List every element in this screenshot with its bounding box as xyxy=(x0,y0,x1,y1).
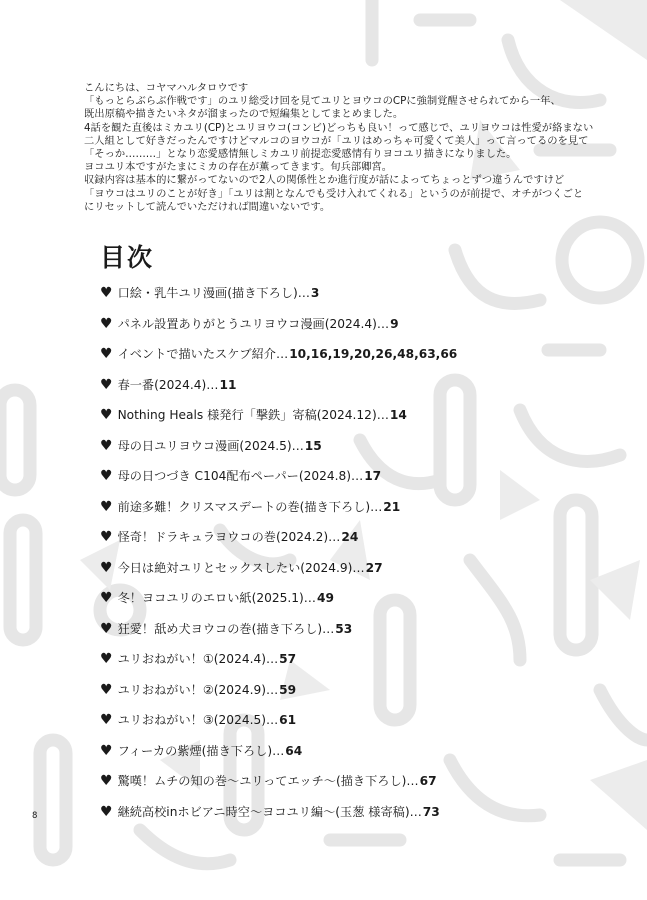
heart-icon: ♥ xyxy=(100,742,113,759)
toc-item xyxy=(100,713,457,744)
toc-item xyxy=(100,561,457,592)
toc-list xyxy=(100,286,457,835)
toc-item-title: 母の日つづき C104配布ペーパー(2024.8)… xyxy=(117,469,364,483)
toc-item-title: 母の日ユリヨウコ漫画(2024.5)… xyxy=(117,438,304,453)
toc-item xyxy=(100,530,457,561)
heart-icon: ♥ xyxy=(100,803,113,820)
toc-item-page: 73 xyxy=(422,804,440,819)
toc-item-title: 今日は絶対ユリとセックスしたい(2024.9)… xyxy=(117,560,365,575)
page-number: 8 xyxy=(32,811,38,821)
heart-icon: ♥ xyxy=(100,529,113,545)
toc-title: 目次 xyxy=(100,243,155,272)
intro-line: ヨコユリ本ですがたまにミカの存在が薫ってきます。旬兵部卿宮。 xyxy=(84,161,393,174)
toc-item xyxy=(100,378,457,409)
heart-icon: ♥ xyxy=(100,559,113,576)
heart-icon: ♥ xyxy=(100,376,113,393)
toc-item-page: 57 xyxy=(279,652,297,666)
heart-icon: ♥ xyxy=(100,590,113,606)
toc-item xyxy=(100,469,457,500)
toc-item-title: ユリおねがい！②(2024.9)… xyxy=(117,682,279,697)
intro-text xyxy=(84,82,594,214)
toc-item xyxy=(100,805,457,836)
toc-item xyxy=(100,652,457,683)
heart-icon: ♥ xyxy=(100,620,113,637)
heart-icon: ♥ xyxy=(100,407,113,423)
toc-item-page: 67 xyxy=(419,774,437,788)
toc-item-page: 14 xyxy=(389,408,407,422)
intro-line: 「もっとらぶらぶ作戦です」のユリ総受け回を見てユリとヨウコのCPに強制覚醒させられてから一年、 xyxy=(84,95,561,108)
toc-item-title: フィーカの紫煙(描き下ろし)… xyxy=(117,743,285,758)
toc-item xyxy=(100,408,457,439)
heart-icon: ♥ xyxy=(100,315,113,332)
toc-item-title: 前途多難！クリスマスデートの巻(描き下ろし)… xyxy=(117,499,383,514)
intro-line: 収録内容は基本的に繋がってないので2人の関係性とか進行度が話によってちょっとずつ違うんですけど xyxy=(84,174,565,187)
toc-item-title: 春一番(2024.4)… xyxy=(117,377,219,392)
toc-item-title: 驚嘆！ムチの知の巻～ユリってエッチ～(描き下ろし)… xyxy=(117,774,419,788)
toc-item-page: 17 xyxy=(364,469,382,483)
toc-item-page: 61 xyxy=(279,713,297,727)
toc-item xyxy=(100,439,457,470)
toc-item-page: 53 xyxy=(335,621,353,636)
toc-item xyxy=(100,317,457,348)
toc-item xyxy=(100,744,457,775)
toc-item xyxy=(100,774,457,805)
toc-item xyxy=(100,683,457,714)
toc-item-title: パネル設置ありがとうユリヨウコ漫画(2024.4)… xyxy=(117,316,390,331)
toc-item-title: Nothing Heals 様発行「撃鉄」寄稿(2024.12)… xyxy=(117,408,389,422)
intro-line: こんにちは、コヤマハルタロウです xyxy=(84,82,249,94)
intro-line: 二人組として好きだったんですけどマルコのヨウコが「ユリはめっちゃ可愛くて美人」って言ってるのを見て xyxy=(84,134,589,147)
intro-line: 「そっか………」となり恋愛感情無しミカユリ前提恋愛感情有りヨコユリ描きになりました。 xyxy=(84,148,517,161)
intro-line: 4話を観た直後はミカユリ(CP)とユリヨウコ(コンビ)どっちも良い！って感じで、ユリヨウコは性愛が絡まない xyxy=(84,121,594,134)
toc-item-page: 3 xyxy=(310,286,320,300)
toc-item-title: ユリおねがい！①(2024.4)… xyxy=(117,652,279,666)
toc-item-page: 9 xyxy=(390,316,399,331)
heart-icon: ♥ xyxy=(100,651,113,667)
heart-icon: ♥ xyxy=(100,346,113,362)
toc-item-page: 49 xyxy=(316,591,334,605)
toc-item xyxy=(100,500,457,531)
toc-item-title: ユリおねがい！③(2024.5)… xyxy=(117,713,279,727)
intro-line: にリセットして読んでいただければ間違いないです。 xyxy=(84,200,331,213)
heart-icon: ♥ xyxy=(100,681,113,698)
heart-icon: ♥ xyxy=(100,468,113,484)
intro-line: 既出原稿や描きたいネタが溜まったので短編集としてまとめました。 xyxy=(84,108,404,121)
toc-item-title: 怪奇！ドラキュラヨウコの巻(2024.2)… xyxy=(117,530,341,544)
toc-item-page: 21 xyxy=(383,499,401,514)
heart-icon: ♥ xyxy=(100,712,113,728)
toc-item-title: 冬！ヨコユリのエロい紙(2025.1)… xyxy=(117,591,316,605)
toc-item-page: 64 xyxy=(285,743,303,758)
toc-item-page: 24 xyxy=(341,530,359,544)
toc-item xyxy=(100,622,457,653)
toc-item xyxy=(100,347,457,378)
toc-item-title: イベントで描いたスケブ紹介… xyxy=(117,347,289,361)
toc-item-title: 継続高校inホビアニ時空～ヨコユリ編～(玉葱 様寄稿)… xyxy=(117,804,422,819)
heart-icon: ♥ xyxy=(100,773,113,789)
toc-item xyxy=(100,591,457,622)
toc-item-title: 狂愛！舐め犬ヨウコの巻(描き下ろし)… xyxy=(117,621,335,636)
heart-icon: ♥ xyxy=(100,285,113,301)
toc-item-page: 59 xyxy=(279,682,297,697)
toc-item-page: 27 xyxy=(365,560,383,575)
heart-icon: ♥ xyxy=(100,498,113,515)
toc-item-page: 11 xyxy=(219,377,237,392)
toc-item-title: 口絵・乳牛ユリ漫画(描き下ろし)… xyxy=(117,286,310,300)
heart-icon: ♥ xyxy=(100,437,113,454)
intro-line: 「ヨウコはユリのことが好き」「ユリは割となんでも受け入れてくれる」というのが前提で、オチがつくごと xyxy=(84,187,584,200)
toc-item xyxy=(100,286,457,317)
toc-item-page: 10,16,19,20,26,48,63,66 xyxy=(289,347,458,361)
toc-item-page: 15 xyxy=(304,438,322,453)
